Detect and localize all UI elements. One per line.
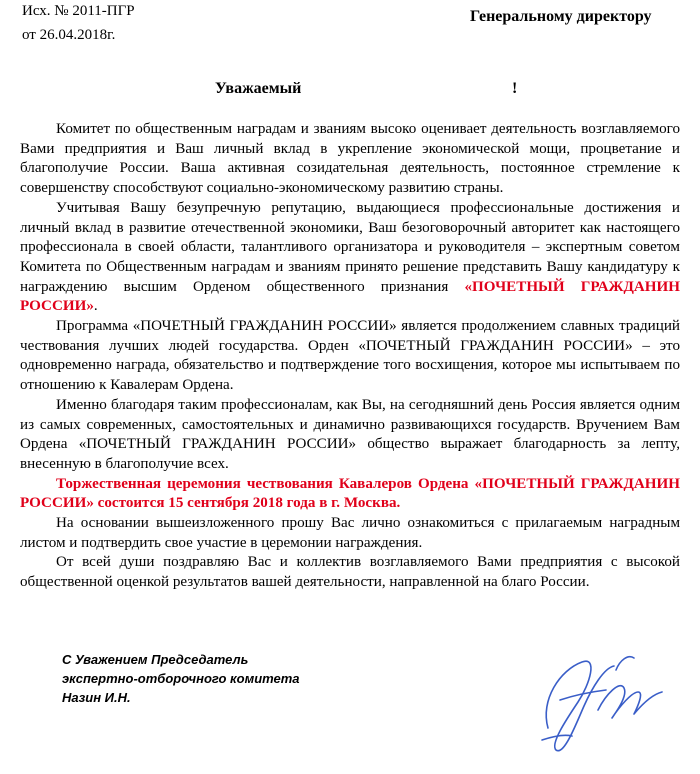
paragraph-3: Программа «ПОЧЕТНЫЙ ГРАЖДАНИН РОССИИ» является продолжением славных традиций чествования лучших людей государства. Орден «ПОЧЕТНЫЙ ГРАЖДАНИН РОССИИ» – это одновременно награда, обязательство и подтверждение того восхищения, которое мы испытываем по отношению к Кавалерам Ордена. xyxy=(20,318,680,394)
paragraph-4: Именно благодаря таким профессионалам, как Вы, на сегодняшний день Россия является одним из самых современных, самостоятельных и динамично развивающихся государств. Вручением Вам Ордена «ПОЧЕТНЫЙ ГРАЖДАНИН РОССИИ» общество выражает благодарность за лепту, внесенную в благополучие всех. xyxy=(20,396,680,472)
paragraph-2-text: Учитывая Вашу безупречную репутацию, выдающиеся профессиональные достижения и личный вклад в развитие отечественной экономики, Ваш безоговорочный авторитет как настоящего профессионала в своей области, талантливого организатора и руководителя – экспертным советом Комитета по Общественным наградам и званиям принято решение представить Вашу кандидатуру к награждению высшим Орденом общественного признания xyxy=(20,199,680,295)
signature-line-1: С Уважением Председатель xyxy=(62,652,249,667)
reference-date: от 26.04.2018г. xyxy=(22,27,116,43)
handwritten-signature xyxy=(520,640,680,760)
signature-line-2: экспертно-отборочного комитета xyxy=(62,671,300,686)
signature-line-3: Назин И.Н. xyxy=(62,690,131,705)
reference-number: Исх. № 2011-ПГР xyxy=(22,3,135,19)
paragraph-2 xyxy=(20,199,680,317)
letter-body xyxy=(20,120,680,593)
salutation-exclamation: ! xyxy=(512,80,518,97)
paragraph-6: На основании вышеизложенного прошу Вас лично ознакомиться с прилагаемым наградным листом и подтвердить свое участие в церемонии награждения. xyxy=(20,515,680,551)
signature-block xyxy=(62,650,300,707)
salutation: Уважаемый xyxy=(215,80,302,97)
paragraph-1: Комитет по общественным наградам и званиям высоко оценивает деятельность возглавляемого Вами предприятия и Ваш личный вклад в укрепление экономической мощи, процветание и благополучие России. Ваша активная созидательная деятельность, постоянное стремление к совершенству способствуют социально-экономическому развитию страны. xyxy=(20,121,680,197)
ceremony-announcement: Торжественная церемония чествования Кавалеров Ордена «ПОЧЕТНЫЙ ГРАЖДАНИН РОССИИ» состоится 15 сентября 2018 года в г. Москва. xyxy=(20,475,680,512)
order-name-highlight: «ПОЧЕТНЫЙ ГРАЖДАНИН РОССИИ» xyxy=(20,278,680,315)
paragraph-2-end: . xyxy=(93,298,98,315)
addressee: Генеральному директору xyxy=(470,8,652,25)
paragraph-7: От всей души поздравляю Вас и коллектив возглавляемого Вами предприятия с высокой общественной оценкой результатов вашей деятельности, направленной на благо России. xyxy=(20,554,680,591)
